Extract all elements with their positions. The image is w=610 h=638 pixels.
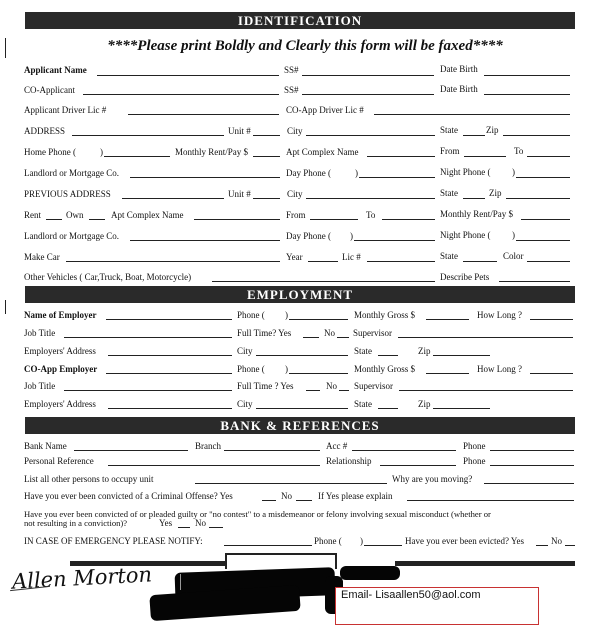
- fax-notice: ****Please print Boldly and Clearly this form will be faxed****: [107, 38, 503, 54]
- to-field[interactable]: [527, 156, 570, 157]
- branch-field[interactable]: [224, 450, 320, 451]
- own-field[interactable]: [89, 219, 105, 220]
- car-state-label: State: [440, 251, 458, 261]
- co-employer-address-label: Employers' Address: [24, 399, 96, 409]
- prev-day-phone-label: Day Phone (: [286, 231, 331, 241]
- branch-label: Branch: [195, 441, 221, 451]
- full-time-label: Full Time? Yes: [237, 328, 292, 338]
- co-employer-city-label: City: [237, 399, 253, 409]
- lic-label: Lic #: [342, 252, 361, 262]
- co-job-title-field[interactable]: [64, 390, 232, 391]
- previous-address-label: PREVIOUS ADDRESS: [24, 189, 111, 199]
- co-employer-phone-field[interactable]: [289, 373, 348, 374]
- prev-from-label: From: [286, 210, 306, 220]
- year-label: Year: [286, 252, 303, 262]
- co-how-long-label: How Long ?: [477, 364, 522, 374]
- co-monthly-gross-label: Monthly Gross $: [354, 364, 416, 374]
- misconduct-yes-label: Yes: [159, 518, 173, 528]
- emergency-label: IN CASE OF EMERGENCY PLEASE NOTIFY:: [24, 536, 203, 546]
- unit-label: Unit #: [228, 126, 251, 136]
- rent-label: Rent: [24, 210, 41, 220]
- co-supervisor-field[interactable]: [399, 390, 573, 391]
- prev-monthly-rent-field[interactable]: [521, 219, 570, 220]
- rent-field[interactable]: [46, 219, 62, 220]
- from-label: From: [440, 146, 460, 156]
- day-phone-label: Day Phone (: [286, 168, 331, 178]
- emergency-phone-label: Phone (: [314, 536, 342, 546]
- co-employer-state-field[interactable]: [378, 408, 398, 409]
- prev-night-phone-close: ): [512, 230, 515, 240]
- why-moving-field[interactable]: [484, 483, 574, 484]
- driver-lic-label: Applicant Driver Lic #: [24, 105, 107, 115]
- handwritten-signature: Allen Morton: [11, 562, 153, 594]
- criminal-yes-field[interactable]: [262, 500, 276, 501]
- prev-landlord-label: Landlord or Mortgage Co.: [24, 231, 119, 241]
- left-margin-mark: [5, 300, 6, 314]
- co-date-birth-field[interactable]: [484, 94, 570, 95]
- identification-header: IDENTIFICATION: [25, 12, 575, 29]
- monthly-gross-field[interactable]: [426, 319, 469, 320]
- bank-references-header: BANK & REFERENCES: [25, 417, 575, 434]
- to-label: To: [514, 146, 524, 156]
- co-employer-city-field[interactable]: [256, 408, 348, 409]
- employer-zip-field[interactable]: [433, 355, 490, 356]
- co-employer-phone-close: ): [285, 364, 288, 374]
- co-driver-lic-label: CO-App Driver Lic #: [286, 105, 364, 115]
- bottom-bar-right: [395, 561, 575, 566]
- not-resulting-label: not resulting in a conviction)?: [24, 518, 128, 528]
- co-ssn-label: SS#: [284, 85, 299, 95]
- city-label: City: [287, 126, 303, 136]
- evicted-yes-field[interactable]: [536, 545, 548, 546]
- evicted-no-label: No: [551, 536, 562, 546]
- day-phone-field[interactable]: [359, 177, 435, 178]
- date-birth-field[interactable]: [484, 75, 570, 76]
- co-employer-label: CO-App Employer: [24, 364, 98, 374]
- evicted-no-field[interactable]: [565, 545, 575, 546]
- occupants-label: List all other persons to occupy unit: [24, 474, 154, 484]
- criminal-no-field[interactable]: [296, 500, 312, 501]
- reference-phone-field[interactable]: [490, 465, 574, 466]
- color-field[interactable]: [527, 261, 570, 262]
- unit-field[interactable]: [253, 135, 280, 136]
- prev-to-label: To: [366, 210, 376, 220]
- monthly-rent-label: Monthly Rent/Pay $: [175, 147, 249, 157]
- previous-address-field[interactable]: [122, 198, 224, 199]
- co-full-time-no-label: No: [326, 381, 337, 391]
- employer-zip-label: Zip: [418, 346, 431, 356]
- other-vehicles-field[interactable]: [212, 281, 435, 282]
- co-employer-zip-label: Zip: [418, 399, 431, 409]
- prev-night-phone-label: Night Phone (: [440, 230, 491, 240]
- emergency-phone-close: ): [360, 536, 363, 546]
- employment-header: EMPLOYMENT: [25, 286, 575, 303]
- prev-day-phone-field[interactable]: [354, 240, 435, 241]
- color-label: Color: [503, 251, 524, 261]
- supervisor-field[interactable]: [398, 337, 573, 338]
- co-supervisor-label: Supervisor: [354, 381, 393, 391]
- emergency-phone-field[interactable]: [364, 545, 402, 546]
- co-full-time-yes-field[interactable]: [306, 390, 320, 391]
- misconduct-no-field[interactable]: [209, 527, 223, 528]
- supervisor-label: Supervisor: [353, 328, 392, 338]
- employer-name-label: Name of Employer: [24, 310, 97, 320]
- own-label: Own: [66, 210, 84, 220]
- monthly-gross-label: Monthly Gross $: [354, 310, 416, 320]
- co-employer-phone-label: Phone (: [237, 364, 265, 374]
- acc-label: Acc #: [326, 441, 348, 451]
- describe-pets-field[interactable]: [499, 281, 570, 282]
- home-phone-label: Home Phone (: [24, 147, 76, 157]
- job-title-field[interactable]: [64, 337, 232, 338]
- employer-phone-label: Phone (: [237, 310, 265, 320]
- bottom-box: [225, 553, 337, 569]
- describe-pets-label: Describe Pets: [440, 272, 490, 282]
- emergency-field[interactable]: [224, 545, 312, 546]
- employer-city-field[interactable]: [256, 355, 348, 356]
- if-yes-explain-label: If Yes please explain: [318, 491, 393, 501]
- criminal-no-label: No: [281, 491, 292, 501]
- prev-city-field[interactable]: [306, 198, 435, 199]
- from-field[interactable]: [464, 156, 506, 157]
- zip-label: Zip: [486, 125, 499, 135]
- co-employer-address-field[interactable]: [108, 408, 232, 409]
- other-vehicles-label: Other Vehicles ( Car,Truck, Boat, Motorcycle): [24, 272, 192, 282]
- criminal-offense-label: Have you ever been convicted of a Criminal Offense? Yes: [24, 491, 233, 501]
- apt-complex-label: Apt Complex Name: [286, 147, 359, 157]
- day-phone-close: ): [355, 168, 358, 178]
- misconduct-no-label: No: [195, 518, 206, 528]
- night-phone-close: ): [512, 167, 515, 177]
- landlord-field[interactable]: [130, 177, 280, 178]
- employer-address-field[interactable]: [108, 355, 232, 356]
- co-employer-state-label: State: [354, 399, 372, 409]
- ssn-field[interactable]: [302, 75, 434, 76]
- monthly-rent-field[interactable]: [253, 156, 280, 157]
- make-car-field[interactable]: [66, 261, 280, 262]
- prev-apt-complex-field[interactable]: [194, 219, 280, 220]
- prev-state-label: State: [440, 188, 458, 198]
- prev-from-field[interactable]: [310, 219, 358, 220]
- prev-apt-complex-label: Apt Complex Name: [111, 210, 184, 220]
- date-birth-label: Date Birth: [440, 64, 478, 74]
- address-field[interactable]: [72, 135, 224, 136]
- ssn-label: SS#: [284, 65, 299, 75]
- full-time-yes-field[interactable]: [303, 337, 319, 338]
- if-yes-explain-field[interactable]: [407, 500, 574, 501]
- acc-field[interactable]: [352, 450, 456, 451]
- state-field[interactable]: [463, 135, 485, 136]
- co-applicant-label: CO-Applicant: [24, 85, 75, 95]
- applicant-name-field[interactable]: [97, 75, 279, 76]
- employer-address-label: Employers' Address: [24, 346, 96, 356]
- bank-name-field[interactable]: [74, 450, 188, 451]
- how-long-label: How Long ?: [477, 310, 522, 320]
- prev-landlord-field[interactable]: [130, 240, 280, 241]
- bank-name-label: Bank Name: [24, 441, 67, 451]
- co-job-title-label: Job Title: [24, 381, 56, 391]
- prev-zip-label: Zip: [489, 188, 502, 198]
- employer-phone-field[interactable]: [289, 319, 348, 320]
- personal-reference-label: Personal Reference: [24, 456, 94, 466]
- co-how-long-field[interactable]: [530, 373, 573, 374]
- occupants-field[interactable]: [195, 483, 387, 484]
- prev-unit-label: Unit #: [228, 189, 251, 199]
- co-date-birth-label: Date Birth: [440, 84, 478, 94]
- bank-phone-label: Phone: [463, 441, 486, 451]
- home-phone-field[interactable]: [104, 156, 170, 157]
- lic-field[interactable]: [367, 261, 435, 262]
- prev-zip-field[interactable]: [506, 198, 570, 199]
- city-field[interactable]: [306, 135, 435, 136]
- redaction-mark: [149, 585, 300, 621]
- prev-day-phone-close: ): [350, 231, 353, 241]
- why-moving-label: Why are you moving?: [392, 474, 473, 484]
- employer-state-field[interactable]: [378, 355, 398, 356]
- co-full-time-no-field[interactable]: [339, 390, 349, 391]
- prev-night-phone-field[interactable]: [516, 240, 570, 241]
- reference-phone-label: Phone: [463, 456, 486, 466]
- full-time-no-label: No: [324, 328, 335, 338]
- co-employer-zip-field[interactable]: [433, 408, 490, 409]
- address-label: ADDRESS: [24, 126, 66, 136]
- year-field[interactable]: [308, 261, 338, 262]
- bank-phone-field[interactable]: [490, 450, 574, 451]
- car-state-field[interactable]: [463, 261, 497, 262]
- how-long-field[interactable]: [530, 319, 573, 320]
- redaction-mark: [340, 566, 400, 580]
- co-monthly-gross-field[interactable]: [426, 373, 469, 374]
- evicted-label: Have you ever been evicted? Yes: [405, 536, 524, 546]
- co-full-time-label: Full Time ? Yes: [237, 381, 294, 391]
- co-ssn-field[interactable]: [302, 94, 434, 95]
- relationship-label: Relationship: [326, 456, 372, 466]
- night-phone-label: Night Phone (: [440, 167, 491, 177]
- full-time-no-field[interactable]: [337, 337, 349, 338]
- make-car-label: Make Car: [24, 252, 60, 262]
- prev-city-label: City: [287, 189, 303, 199]
- driver-lic-field[interactable]: [128, 114, 279, 115]
- faint-handwriting: [180, 574, 185, 590]
- employer-state-label: State: [354, 346, 372, 356]
- zip-field[interactable]: [503, 135, 570, 136]
- home-phone-close: ): [100, 147, 103, 157]
- employer-phone-close: ): [285, 310, 288, 320]
- co-employer-field[interactable]: [106, 373, 232, 374]
- co-applicant-field[interactable]: [83, 94, 279, 95]
- personal-reference-field[interactable]: [108, 465, 320, 466]
- misconduct-question: Have you ever been convicted of or pleaded guilty or "no contest" to a misdemeanor or felony involving sexual misconduct (whether or: [24, 509, 491, 519]
- prev-to-field[interactable]: [382, 219, 435, 220]
- apt-complex-field[interactable]: [367, 156, 435, 157]
- prev-monthly-rent-label: Monthly Rent/Pay $: [440, 209, 514, 219]
- night-phone-field[interactable]: [516, 177, 570, 178]
- state-label: State: [440, 125, 458, 135]
- prev-state-field[interactable]: [463, 198, 485, 199]
- landlord-label: Landlord or Mortgage Co.: [24, 168, 119, 178]
- relationship-field[interactable]: [380, 465, 456, 466]
- job-title-label: Job Title: [24, 328, 56, 338]
- applicant-name-label: Applicant Name: [24, 65, 87, 75]
- co-driver-lic-field[interactable]: [374, 114, 570, 115]
- misconduct-yes-field[interactable]: [178, 527, 190, 528]
- employer-name-field[interactable]: [106, 319, 232, 320]
- employer-city-label: City: [237, 346, 253, 356]
- email-text: Email- Lisaallen50@aol.com: [341, 589, 481, 601]
- prev-unit-field[interactable]: [253, 198, 280, 199]
